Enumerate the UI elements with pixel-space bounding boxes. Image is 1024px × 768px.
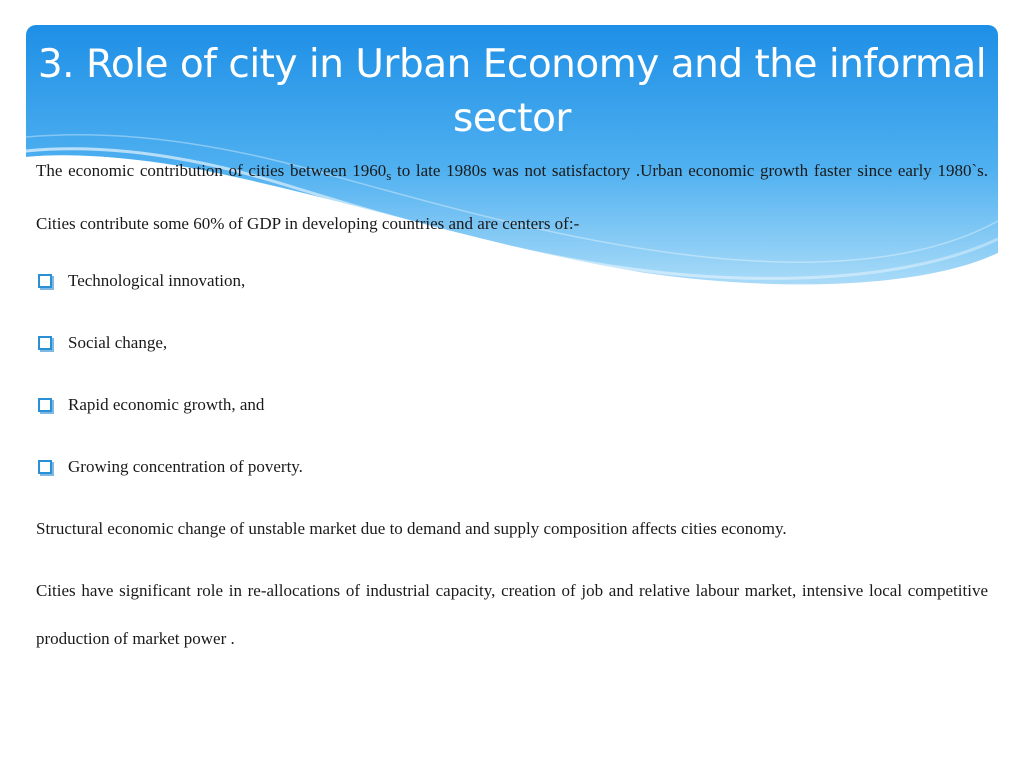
- intro-subscript: s: [386, 168, 392, 183]
- checkbox-bullet-icon: [38, 460, 52, 474]
- bullet-item: [38, 269, 245, 293]
- bullet-text: Technological innovation,: [68, 271, 246, 290]
- bullet-text: Rapid economic growth, and: [68, 395, 265, 414]
- intro-text-part1: The economic contribution of cities between 1960: [36, 161, 387, 180]
- slide-title: 3. Role of city in Urban Economy and the informal sector: [37, 42, 987, 141]
- bullet-item: [38, 331, 167, 355]
- bullet-text: Social change,: [68, 333, 168, 352]
- bullet-item: [38, 455, 303, 479]
- checkbox-bullet-icon: [38, 336, 52, 350]
- checkbox-bullet-icon: [38, 398, 52, 412]
- bullet-text: Growing concentration of poverty.: [68, 457, 303, 476]
- structural-change-paragraph: Structural economic change of unstable market due to demand and supply composition affects cities economy.: [36, 519, 787, 538]
- cities-role-paragraph: Cities have significant role in re-allocations of industrial capacity, creation of job and relative labour market, intensive local competitive production of market power .: [36, 581, 988, 648]
- checkbox-bullet-icon: [38, 274, 52, 288]
- intro-text-part2: to late 1980s was not satisfactory .Urban economic growth faster since early 1980`s. Cities contribute some 60% of GDP in developing countries and are centers of:-: [36, 161, 988, 233]
- bullet-item: [38, 393, 264, 417]
- intro-paragraph: [36, 147, 988, 248]
